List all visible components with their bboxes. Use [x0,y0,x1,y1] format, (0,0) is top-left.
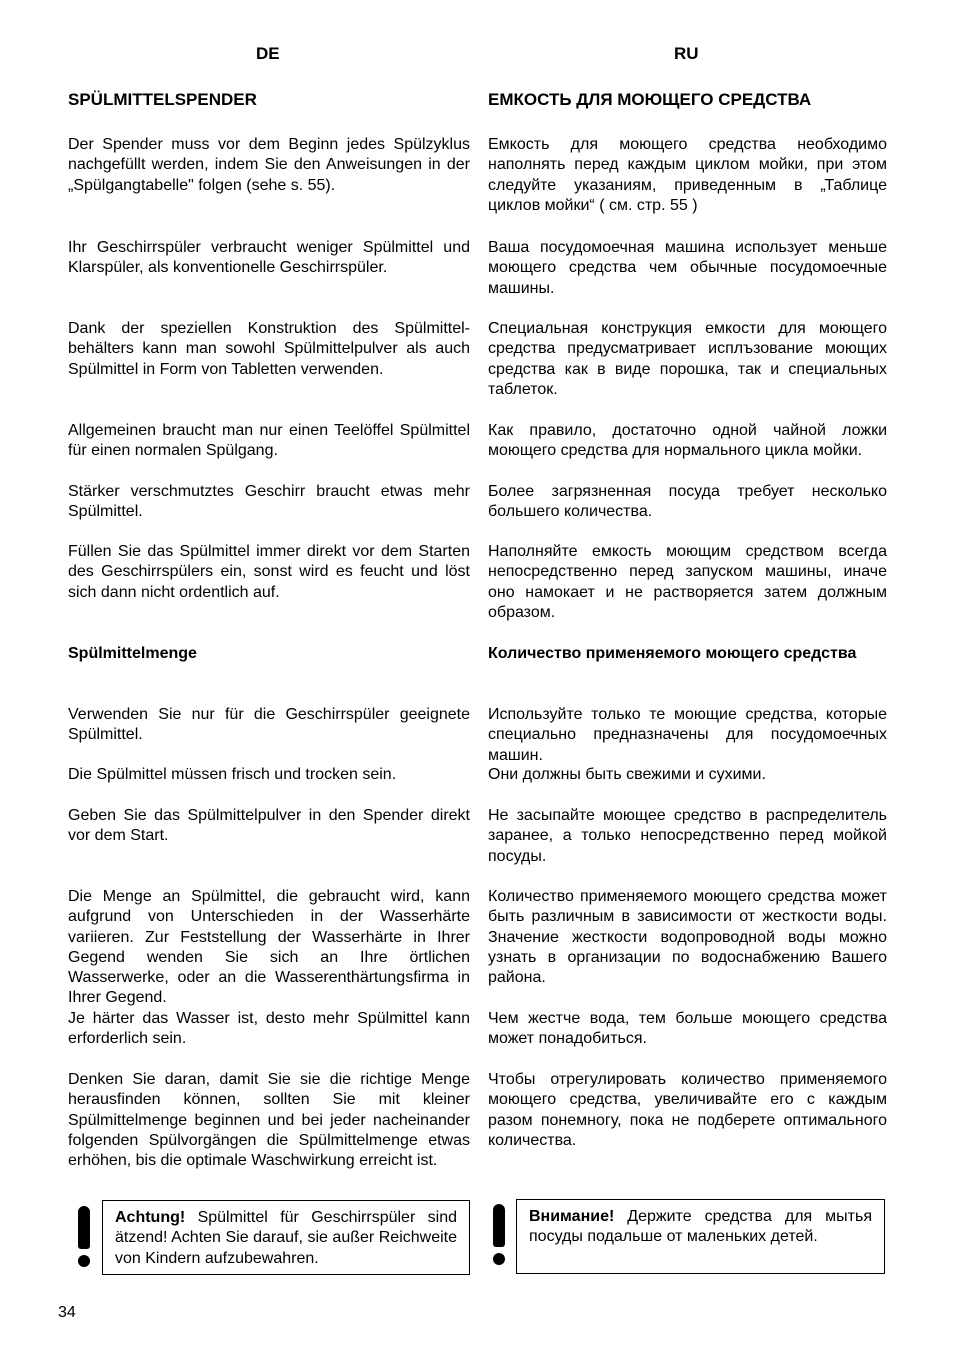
warning-label-ru: Внимание! [529,1208,615,1225]
warning-text-ru: Держите средства для мытья посуды подальше от маленьких детей. [529,1208,872,1246]
warning-text-de: Spülmittel für Geschirrspüler sind ätzend! Achten Sie darauf, sie außer Reichweite von Kindern aufzubewahren. [115,1209,457,1267]
paragraph-ru-3: Специальная конструкция емкости для моющего средства предусматривает исплъзование моющих средства как в виде порошка, так и специальных таблеток. [488,320,887,398]
paragraph-ru-6: Наполняйте емкость моющим средством всегда непосредственно перед запуском машины, иначе оно намокает и не растворяется затем должным образом. [488,543,887,621]
paragraph-de-7: Verwenden Sie nur für die Geschirrspüler geeignete Spülmittel. [68,706,470,744]
paragraph-ru-9: Не засыпайте моющее средство в распределитель заранее, а только непосредственно перед мойкой посуды. [488,807,887,865]
section-title-ru: ЕМКОСТЬ ДЛЯ МОЮЩЕГО СРЕДСТВА [488,90,812,109]
paragraph-ru-8: Они должны быть свежими и сухими. [488,766,766,783]
paragraph-ru-10: Количество применяемого моющего средства может быть различным в зависимости от жесткости воды. Значение жесткости водопроводной воды можно узнать в организации по водоснабжению Вашего района. [488,888,887,987]
paragraph-ru-12: Чтобы отрегулировать количество применяемого моющего средства, увеличивайте его с каждым разом понемногу, пока не подберете оптимального количества. [488,1071,887,1149]
paragraph-de-3: Dank der speziellen Konstruktion des Spülmittel-behälters kann man sowohl Spülmittelpulver als auch Spülmittel in Form von Tabletten verwenden. [68,320,470,378]
warning-box-de [102,1200,470,1275]
paragraph-de-6: Füllen Sie das Spülmittel immer direkt vor dem Starten des Geschirrspülers ein, sonst wird es feucht und löst sich dann nicht ordentlich auf. [68,543,470,601]
paragraph-de-8: Die Spülmittel müssen frisch und trocken sein. [68,766,397,783]
warning-label-de: Achtung! [115,1209,186,1226]
paragraph-ru-5: Более загрязненная посуда требует несколько большего количества. [488,483,887,521]
page-number: 34 [58,1304,76,1321]
paragraph-de-1: Der Spender muss vor dem Beginn jedes Spülzyklus nachgefüllt werden, indem Sie den Anweisungen in der „Spülgangtabelle" folgen (sehe s. 55). [68,136,470,194]
paragraph-de-10: Die Menge an Spülmittel, die gebraucht wird, kann aufgrund von Unterschieden in der Wasserhärte variieren. Zur Feststellung der Wasserhärte in Ihrer Gegend wenden Sie sich an Ihre örtlichen Wasserwerke, oder an die Wasserenthärtungsfirma in Ihrer Gegend. [68,888,470,1007]
paragraph-de-9: Geben Sie das Spülmittelpulver in den Spender direkt vor dem Start. [68,807,470,845]
language-label-ru: RU [674,44,699,63]
subsection-title-de: Spülmittelmenge [68,645,197,662]
paragraph-de-12: Denken Sie daran, damit Sie sie die richtige Menge herausfinden können, sollten Sie mit kleiner Spülmittelmenge beginnen und bei jeder nacheinander folgenden Spülvorgängen die Spülmittelmenge etwas erhöhen, bis die optimale Waschwirkung erreicht ist. [68,1071,470,1170]
paragraph-ru-7: Используйте только те моющие средства, которые специально предназначены для посудомоечных машин. [488,706,887,764]
paragraph-de-4: Allgemeinen braucht man nur einen Teelöffel Spülmittel für einen normalen Spülgang. [68,422,470,460]
subsection-title-ru: Количество применяемого моющего средства [488,645,857,662]
paragraph-ru-1: Емкость для моющего средства необходимо наполнять перед каждым циклом мойки, при этом следуйте указаниям, приведенным в „Таблице циклов мойки“ ( см. стр. 55 ) [488,136,887,214]
paragraph-ru-2: Ваша посудомоечная машина использует меньше моющего средства чем обычные посудомоечные машины. [488,239,887,297]
paragraph-de-2: Ihr Geschirrspüler verbraucht weniger Spülmittel und Klarspüler, als konventionelle Geschirrspüler. [68,239,470,277]
section-title-de: SPÜLMITTELSPENDER [68,90,257,109]
warning-box-ru [516,1199,885,1274]
paragraph-ru-4: Как правило, достаточно одной чайной ложки моющего средства для нормального цикла мойки. [488,422,887,460]
paragraph-de-11: Je härter das Wasser ist, desto mehr Spülmittel kann erforderlich sein. [68,1010,470,1048]
paragraph-de-5: Stärker verschmutztes Geschirr braucht etwas mehr Spülmittel. [68,483,470,521]
language-label-de: DE [256,44,280,63]
paragraph-ru-11: Чем жестче вода, тем больше моющего средства может понадобиться. [488,1010,887,1048]
